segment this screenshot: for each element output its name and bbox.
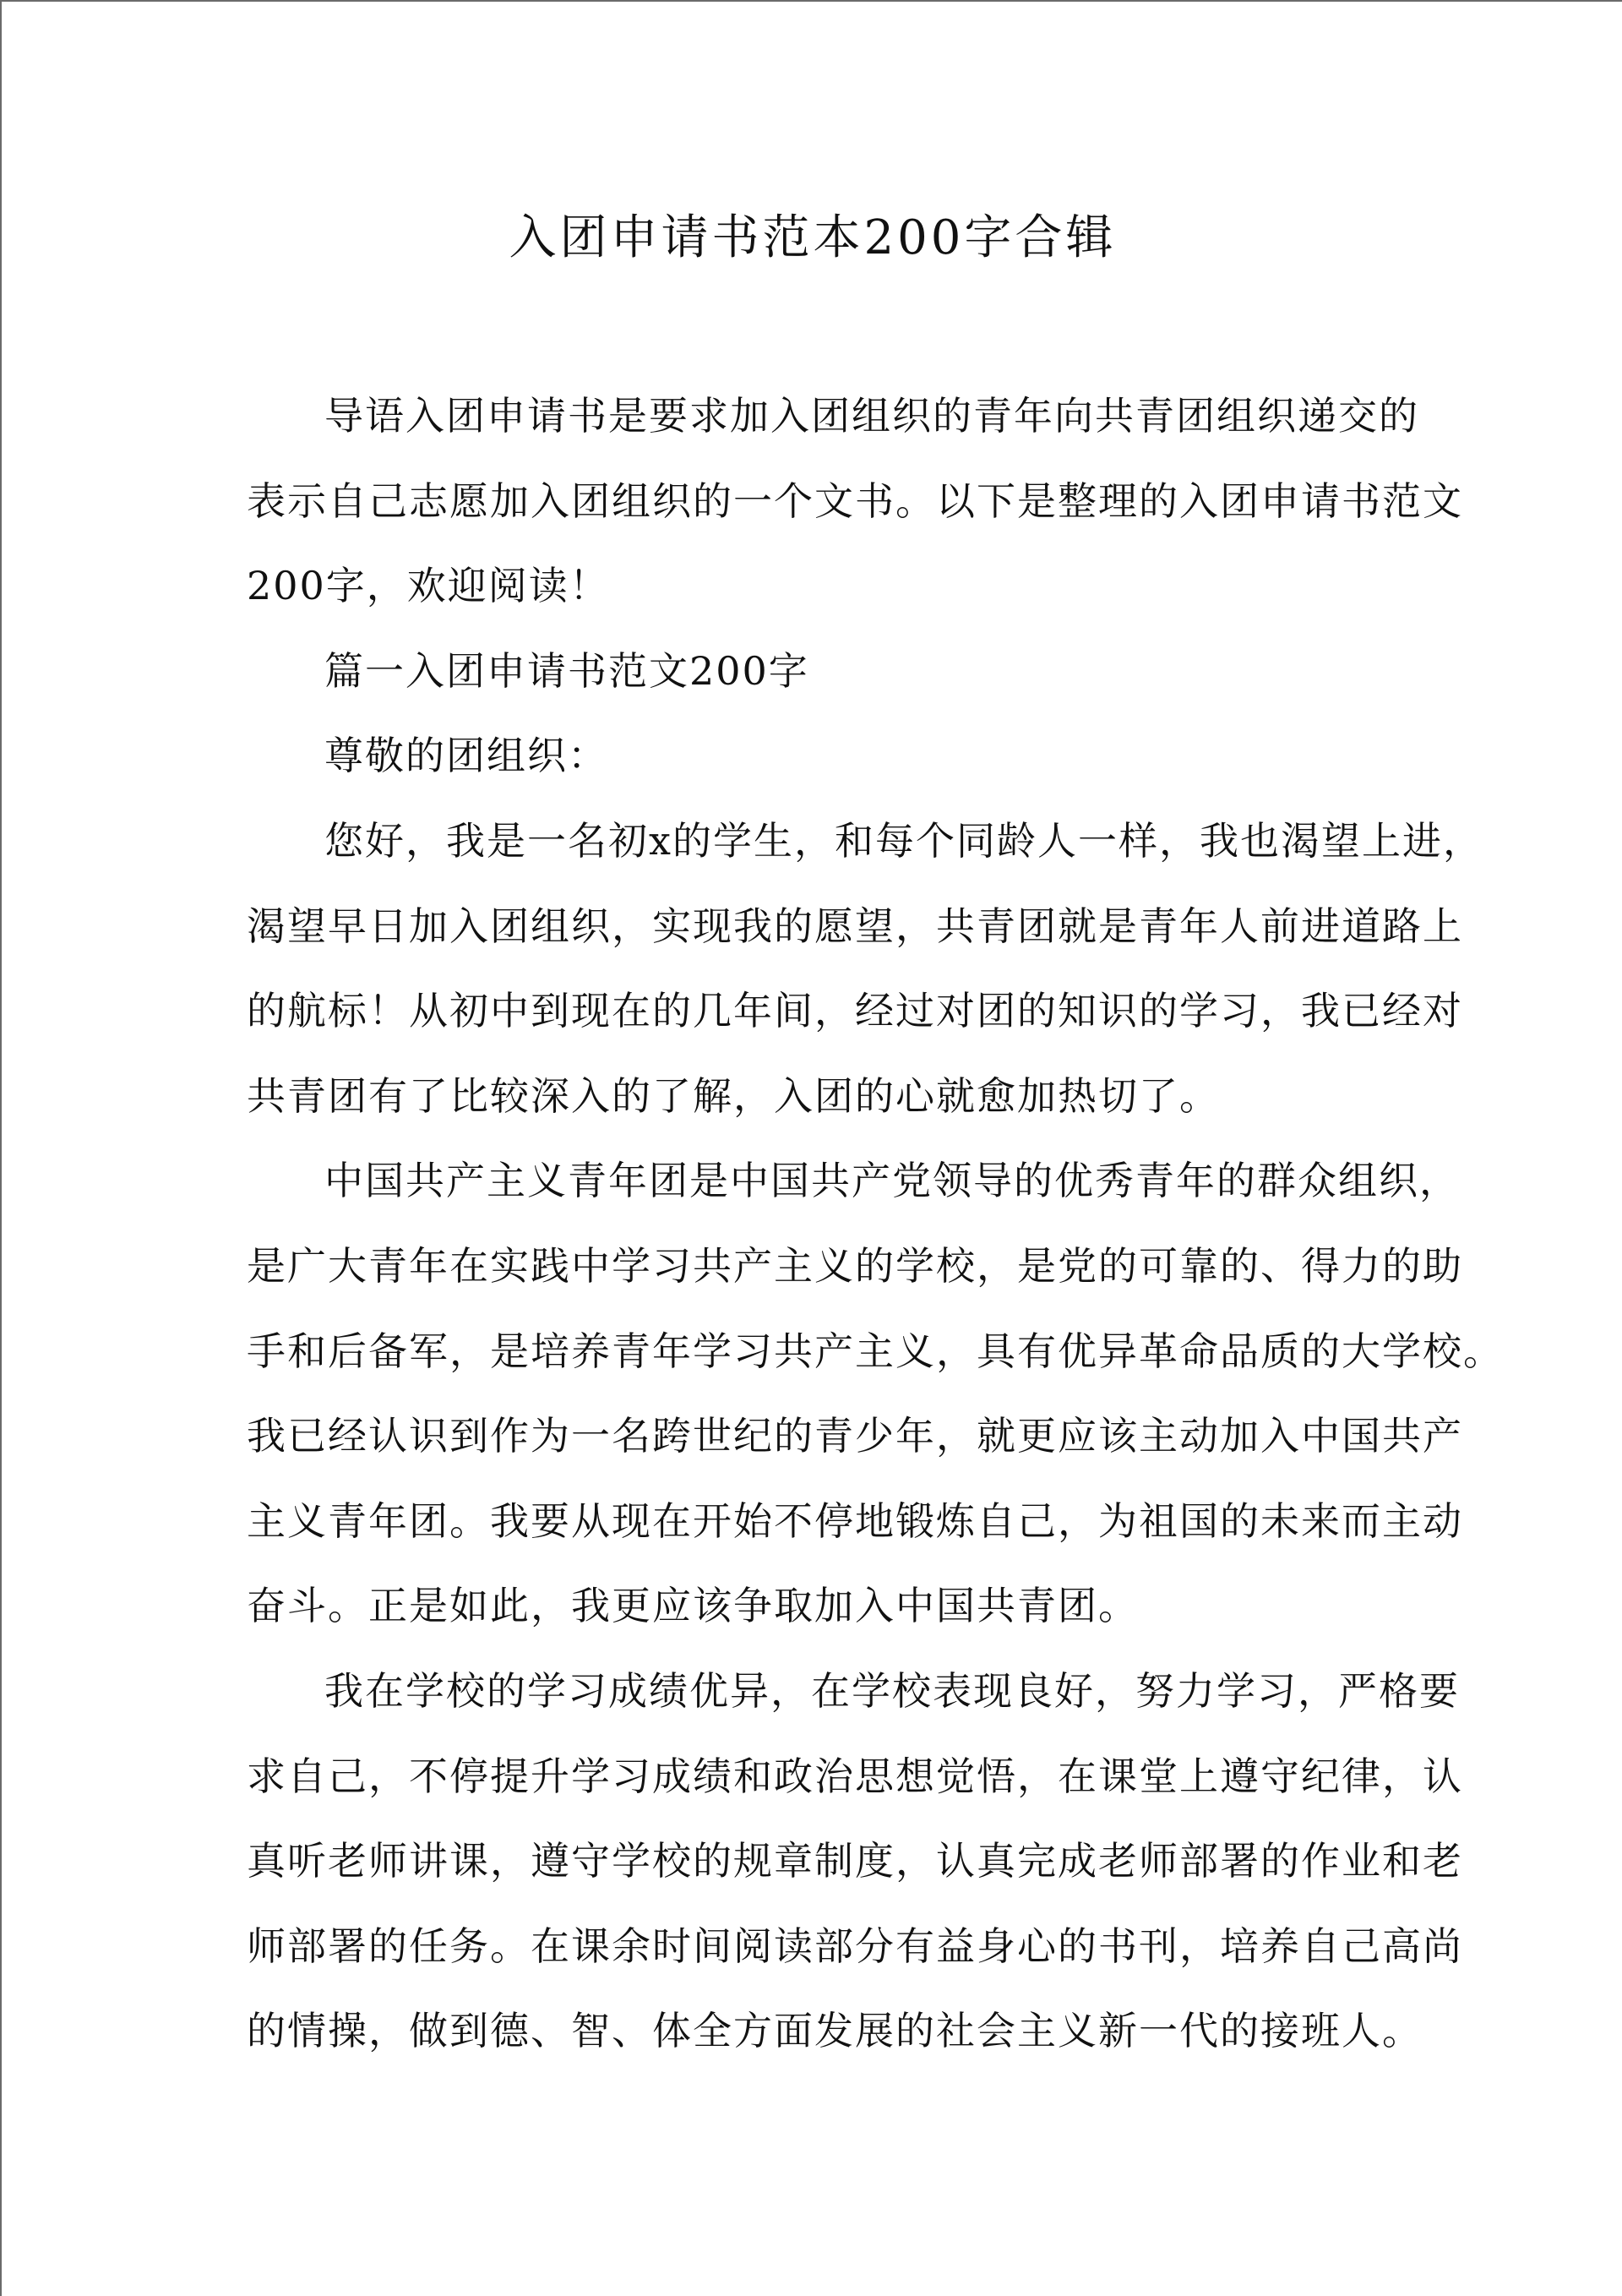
text-line: 200字，欢迎阅读！ [247, 563, 610, 609]
paragraph [247, 1649, 1463, 2074]
text-line: 的情操，做到德、智、体全方面发展的社会主义新一代的接班人。 [247, 2008, 1423, 2054]
text-line: 您好，我是一名初x的学生，和每个同龄人一样，我也渴望上进， [324, 817, 1483, 864]
text-line: 奋斗。正是如此，我更应该争取加入中国共青团。 [247, 1583, 1139, 1629]
text-line: 导语入团申请书是要求加入团组织的青年向共青团组织递交的 [324, 393, 1419, 439]
text-line: 共青团有了比较深入的了解，入团的心就愈加热切了。 [247, 1072, 1220, 1119]
paragraph [247, 629, 1379, 714]
document-title: 入团申请书范本200字合辑 [509, 210, 1117, 265]
text-line: 手和后备军，是培养青年学习共产主义，具有优异革命品质的大学校。 [247, 1328, 1504, 1374]
text-line: 中国共产主义青年团是中国共产党领导的优秀青年的群众组织， [324, 1158, 1460, 1204]
document-body [247, 374, 1504, 2074]
paragraph [247, 374, 1463, 629]
text-line: 我在学校的学习成绩优异，在学校表现良好，努力学习，严格要 [324, 1667, 1460, 1714]
text-line: 是广大青年在实践中学习共产主义的学校，是党的可靠的、得力的助 [247, 1242, 1463, 1289]
text-line: 尊敬的团组织： [324, 733, 608, 779]
text-line: 的航标！从初中到现在的几年间，经过对团的知识的学习，我已经对 [247, 988, 1463, 1034]
paragraph [247, 799, 1483, 1138]
text-line: 主义青年团。我要从现在开始不停地锻炼自己，为祖国的未来而主动 [247, 1497, 1463, 1544]
text-line: 求自己，不停提升学习成绩和政治思想觉悟，在课堂上遵守纪律，认 [247, 1753, 1463, 1799]
paragraph [247, 1138, 1504, 1649]
text-line: 师部署的任务。在课余时间阅读部分有益身心的书刊，培养自己高尚 [247, 1922, 1463, 1969]
text-line: 篇一入团申请书范文200字 [324, 647, 809, 694]
text-line: 我已经认识到作为一名跨世纪的青少年，就更应该主动加入中国共产 [247, 1413, 1463, 1459]
text-line: 真听老师讲课，遵守学校的规章制度，认真完成老师部署的作业和老 [247, 1838, 1463, 1884]
text-line: 表示自己志愿加入团组织的一个文书。以下是整理的入团申请书范文 [247, 477, 1463, 524]
paragraph [247, 713, 1379, 799]
text-line: 渴望早日加入团组织，实现我的愿望，共青团就是青年人前进道路上 [247, 903, 1463, 949]
